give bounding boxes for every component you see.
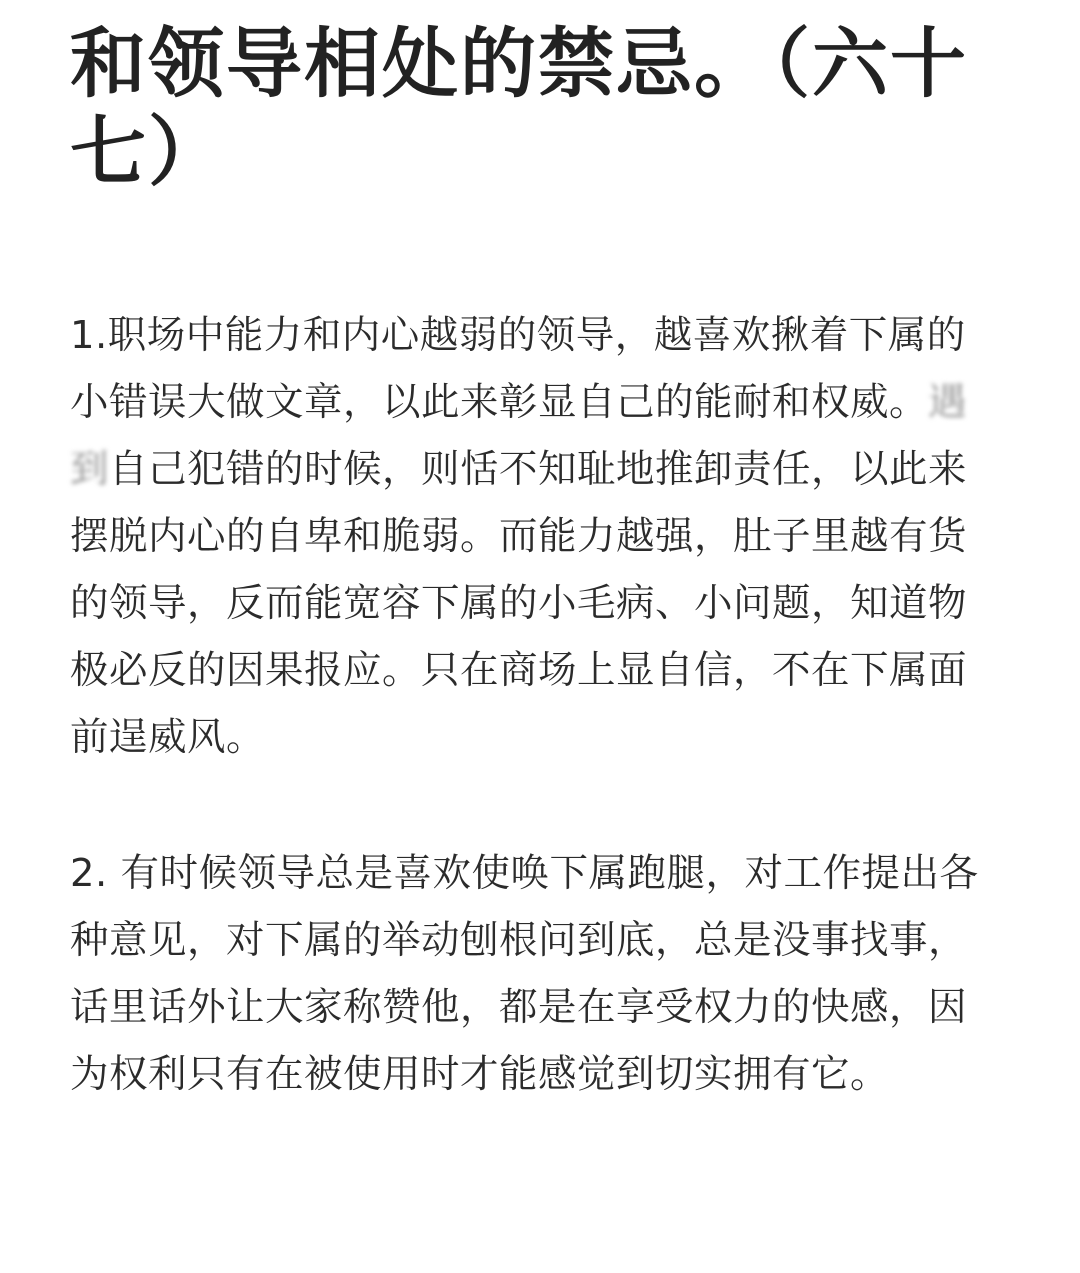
article-title: 和领导相处的禁忌。（六十七） xyxy=(70,19,968,196)
paragraph-2: 2. 有时候领导总是喜欢使唤下属跑腿，对工作提出各种意见，对下属的举动刨根问到底，总是没事找事，话里话外让大家称赞他，都是在享受权力的快感，因为权利只有在被使用时才能感觉到切实拥有它。 xyxy=(70,851,979,1097)
paragraph-1-text-end: 自己犯错的时候，则恬不知耻地推卸责任，以此来摆脱内心的自卑和脆弱。而能力越强，肚子里越有货的领导，反而能宽容下属的小毛病、小问题，知道物极必反的因果报应。只在商场上显自信，不在下属面前逞威风。 xyxy=(70,447,968,760)
blurred-text: 遇到 xyxy=(70,380,968,492)
paragraph-1 xyxy=(70,302,1000,771)
paragraph-1-text-start: 1.职场中能力和内心越弱的领导，越喜欢揪着下属的小错误大做文章，以此来彰显自己的能耐和权威。 xyxy=(70,313,966,425)
